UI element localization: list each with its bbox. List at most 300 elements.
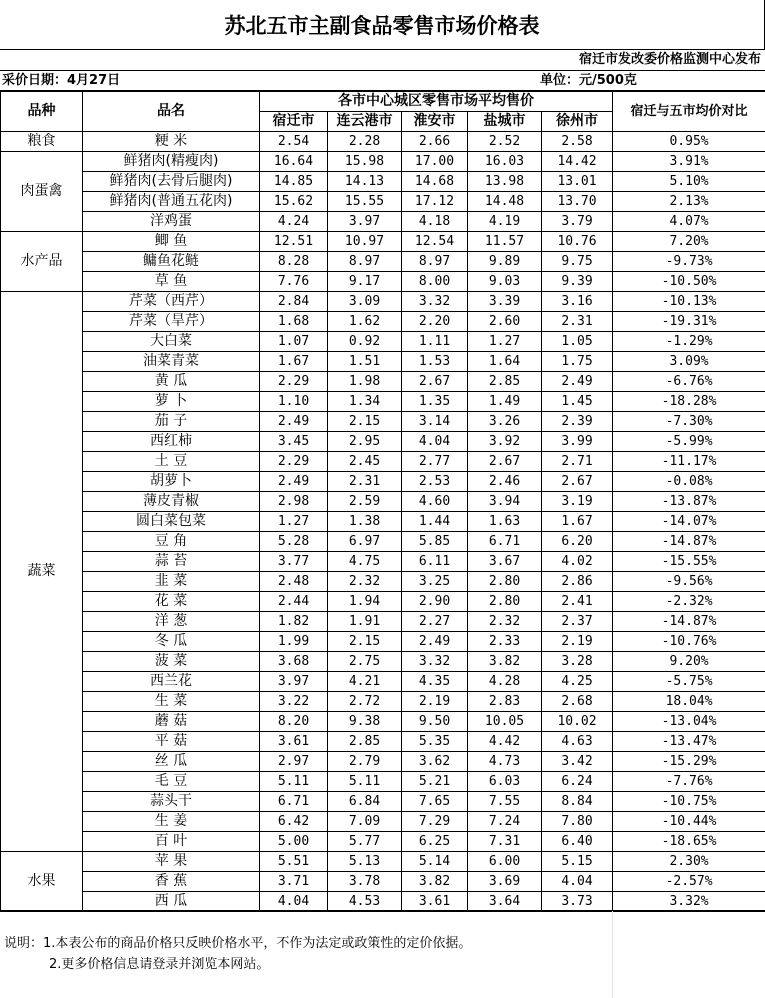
compare-cell: 7.20% (613, 232, 765, 252)
price-cell: 1.44 (402, 512, 468, 532)
table-row (1, 832, 765, 852)
price-cell: 1.49 (468, 392, 542, 412)
compare-cell: -9.73% (613, 252, 765, 272)
item-name-cell: 蒜头干 (83, 792, 260, 812)
price-cell: 2.29 (260, 452, 328, 472)
price-cell: 3.42 (542, 752, 613, 772)
price-cell: 8.20 (260, 712, 328, 732)
price-cell: 3.16 (542, 292, 613, 312)
price-cell: 1.07 (260, 332, 328, 352)
price-cell: 3.45 (260, 432, 328, 452)
item-name-cell: 鲜猪肉(普通五花肉) (83, 192, 260, 212)
price-cell: 5.15 (542, 852, 613, 872)
price-cell: 13.98 (468, 172, 542, 192)
price-cell: 3.77 (260, 552, 328, 572)
faint-grid-line (612, 911, 613, 998)
table-row (1, 212, 765, 232)
table-row (1, 532, 765, 552)
table-row (1, 392, 765, 412)
compare-cell: 2.13% (613, 192, 765, 212)
compare-cell: -13.87% (613, 492, 765, 512)
compare-cell: -13.04% (613, 712, 765, 732)
item-name-cell: 生 姜 (83, 812, 260, 832)
item-name-cell: 大白菜 (83, 332, 260, 352)
price-cell: 7.55 (468, 792, 542, 812)
price-cell: 3.97 (260, 672, 328, 692)
item-name-cell: 薄皮青椒 (83, 492, 260, 512)
price-cell: 2.85 (468, 372, 542, 392)
price-cell: 6.25 (402, 832, 468, 852)
price-cell: 6.11 (402, 552, 468, 572)
price-cell: 1.94 (328, 592, 402, 612)
price-cell: 5.11 (328, 772, 402, 792)
price-cell: 15.55 (328, 192, 402, 212)
price-cell: 10.02 (542, 712, 613, 732)
price-cell: 1.75 (542, 352, 613, 372)
price-cell: 2.31 (328, 472, 402, 492)
item-name-cell: 芹菜（西芹） (83, 292, 260, 312)
price-cell: 6.40 (542, 832, 613, 852)
price-cell: 1.27 (468, 332, 542, 352)
price-cell: 2.20 (402, 312, 468, 332)
table-row (1, 852, 765, 872)
price-cell: 2.66 (402, 132, 468, 152)
price-cell: 6.42 (260, 812, 328, 832)
price-cell: 3.67 (468, 552, 542, 572)
price-cell: 5.00 (260, 832, 328, 852)
price-cell: 0.92 (328, 332, 402, 352)
price-cell: 1.11 (402, 332, 468, 352)
price-cell: 8.97 (402, 252, 468, 272)
compare-cell: -18.65% (613, 832, 765, 852)
item-name-cell: 蘑 菇 (83, 712, 260, 732)
table-row (1, 772, 765, 792)
table-row (1, 472, 765, 492)
price-cell: 3.82 (402, 872, 468, 892)
item-name-cell: 草 鱼 (83, 272, 260, 292)
item-name-cell: 豆 角 (83, 532, 260, 552)
price-cell: 3.39 (468, 292, 542, 312)
compare-cell: -10.75% (613, 792, 765, 812)
price-cell: 9.89 (468, 252, 542, 272)
category-cell: 肉蛋禽 (1, 152, 83, 232)
price-cell: 7.65 (402, 792, 468, 812)
price-cell: 2.52 (468, 132, 542, 152)
price-cell: 6.00 (468, 852, 542, 872)
price-cell: 5.11 (260, 772, 328, 792)
price-cell: 2.48 (260, 572, 328, 592)
price-cell: 2.49 (402, 632, 468, 652)
price-cell: 7.76 (260, 272, 328, 292)
price-cell: 2.59 (328, 492, 402, 512)
price-cell: 2.27 (402, 612, 468, 632)
city-header: 徐州市 (542, 112, 613, 132)
meta-row (0, 71, 765, 91)
price-cell: 2.53 (402, 472, 468, 492)
table-row (1, 292, 765, 312)
compare-cell: 18.04% (613, 692, 765, 712)
price-cell: 7.31 (468, 832, 542, 852)
price-cell: 4.35 (402, 672, 468, 692)
price-cell: 1.68 (260, 312, 328, 332)
table-row (1, 432, 765, 452)
price-cell: 2.79 (328, 752, 402, 772)
price-cell: 3.25 (402, 572, 468, 592)
price-cell: 4.60 (402, 492, 468, 512)
price-cell: 2.60 (468, 312, 542, 332)
table-row (1, 652, 765, 672)
price-cell: 17.00 (402, 152, 468, 172)
collection-date: 采价日期：4月27日 (2, 71, 120, 90)
price-cell: 1.63 (468, 512, 542, 532)
price-cell: 9.39 (542, 272, 613, 292)
item-name-cell: 平 菇 (83, 732, 260, 752)
price-cell: 10.97 (328, 232, 402, 252)
unit-label: 单位：元/500克 (540, 71, 637, 90)
price-cell: 3.79 (542, 212, 613, 232)
item-name-cell: 油菜青菜 (83, 352, 260, 372)
item-name-cell: 菠 菜 (83, 652, 260, 672)
table-row (1, 312, 765, 332)
price-cell: 1.45 (542, 392, 613, 412)
price-cell: 1.64 (468, 352, 542, 372)
price-cell: 2.86 (542, 572, 613, 592)
price-cell: 2.37 (542, 612, 613, 632)
compare-header: 宿迁与五市均价对比 (613, 92, 765, 132)
price-cell: 4.42 (468, 732, 542, 752)
price-cell: 4.75 (328, 552, 402, 572)
table-row (1, 252, 765, 272)
price-cell: 1.38 (328, 512, 402, 532)
price-cell: 5.35 (402, 732, 468, 752)
item-name-cell: 蒜 苔 (83, 552, 260, 572)
price-cell: 6.97 (328, 532, 402, 552)
price-cell: 1.62 (328, 312, 402, 332)
price-cell: 2.28 (328, 132, 402, 152)
price-cell: 2.15 (328, 412, 402, 432)
price-cell: 3.28 (542, 652, 613, 672)
price-cell: 13.70 (542, 192, 613, 212)
table-row (1, 272, 765, 292)
price-cell: 2.83 (468, 692, 542, 712)
price-cell: 6.20 (542, 532, 613, 552)
compare-cell: 4.07% (613, 212, 765, 232)
compare-cell: -6.76% (613, 372, 765, 392)
price-cell: 2.58 (542, 132, 613, 152)
table-row (1, 192, 765, 212)
table-row (1, 512, 765, 532)
price-cell: 12.51 (260, 232, 328, 252)
compare-cell: -10.13% (613, 292, 765, 312)
publisher-line: 宿迁市发改委价格监测中心发布 (0, 50, 765, 71)
price-cell: 2.77 (402, 452, 468, 472)
price-cell: 2.49 (542, 372, 613, 392)
item-name-cell: 萝 卜 (83, 392, 260, 412)
table-row (1, 332, 765, 352)
table-row (1, 732, 765, 752)
item-name-cell: 芹菜（旱芹） (83, 312, 260, 332)
price-cell: 2.19 (542, 632, 613, 652)
price-cell: 7.29 (402, 812, 468, 832)
price-cell: 2.71 (542, 452, 613, 472)
price-cell: 2.54 (260, 132, 328, 152)
price-cell: 3.78 (328, 872, 402, 892)
item-name-cell: 土 豆 (83, 452, 260, 472)
price-cell: 3.97 (328, 212, 402, 232)
price-cell: 1.51 (328, 352, 402, 372)
item-name-cell: 鲜猪肉(去骨后腿肉) (83, 172, 260, 192)
price-cell: 2.39 (542, 412, 613, 432)
price-cell: 14.42 (542, 152, 613, 172)
item-name-cell: 丝 瓜 (83, 752, 260, 772)
compare-cell: -10.44% (613, 812, 765, 832)
price-cell: 6.71 (468, 532, 542, 552)
price-cell: 14.85 (260, 172, 328, 192)
price-cell: 1.10 (260, 392, 328, 412)
price-cell: 2.33 (468, 632, 542, 652)
price-cell: 2.45 (328, 452, 402, 472)
price-cell: 3.14 (402, 412, 468, 432)
price-cell: 7.24 (468, 812, 542, 832)
price-cell: 3.69 (468, 872, 542, 892)
price-cell: 1.05 (542, 332, 613, 352)
price-cell: 9.17 (328, 272, 402, 292)
price-cell: 14.48 (468, 192, 542, 212)
price-cell: 15.62 (260, 192, 328, 212)
price-cell: 3.99 (542, 432, 613, 452)
price-cell: 4.04 (542, 872, 613, 892)
price-cell: 15.98 (328, 152, 402, 172)
table-row (1, 812, 765, 832)
price-cell: 3.32 (402, 652, 468, 672)
price-cell: 10.76 (542, 232, 613, 252)
compare-cell: -5.75% (613, 672, 765, 692)
price-cell: 5.21 (402, 772, 468, 792)
category-header: 品种 (1, 92, 83, 132)
city-header: 盐城市 (468, 112, 542, 132)
price-cell: 4.28 (468, 672, 542, 692)
price-cell: 12.54 (402, 232, 468, 252)
item-name-cell: 粳 米 (83, 132, 260, 152)
table-row (1, 492, 765, 512)
item-name-cell: 茄 子 (83, 412, 260, 432)
price-cell: 4.25 (542, 672, 613, 692)
price-cell: 9.38 (328, 712, 402, 732)
compare-cell: -14.87% (613, 612, 765, 632)
price-cell: 4.04 (260, 892, 328, 912)
category-cell: 蔬菜 (1, 292, 83, 852)
compare-cell: -0.08% (613, 472, 765, 492)
item-name-cell: 花 菜 (83, 592, 260, 612)
price-table (0, 91, 765, 912)
table-body (1, 132, 765, 912)
price-cell: 5.13 (328, 852, 402, 872)
compare-cell: -7.30% (613, 412, 765, 432)
price-cell: 8.84 (542, 792, 613, 812)
price-cell: 3.32 (402, 292, 468, 312)
item-name-cell: 香 蕉 (83, 872, 260, 892)
table-row (1, 132, 765, 152)
compare-cell: 0.95% (613, 132, 765, 152)
table-row (1, 352, 765, 372)
compare-cell: 3.32% (613, 892, 765, 912)
compare-cell: 5.10% (613, 172, 765, 192)
compare-cell: -11.17% (613, 452, 765, 472)
item-name-cell: 生 菜 (83, 692, 260, 712)
price-cell: 2.31 (542, 312, 613, 332)
price-cell: 4.53 (328, 892, 402, 912)
compare-cell: -2.57% (613, 872, 765, 892)
table-row (1, 612, 765, 632)
table-row (1, 572, 765, 592)
price-cell: 3.61 (260, 732, 328, 752)
price-cell: 14.13 (328, 172, 402, 192)
city-header: 宿迁市 (260, 112, 328, 132)
price-cell: 3.19 (542, 492, 613, 512)
price-cell: 14.68 (402, 172, 468, 192)
compare-cell: -9.56% (613, 572, 765, 592)
page-title: 苏北五市主副食品零售市场价格表 (0, 0, 765, 50)
item-name-cell: 冬 瓜 (83, 632, 260, 652)
price-cell: 4.02 (542, 552, 613, 572)
table-row (1, 632, 765, 652)
price-cell: 13.01 (542, 172, 613, 192)
price-cell: 2.67 (468, 452, 542, 472)
price-cell: 8.00 (402, 272, 468, 292)
compare-cell: -1.29% (613, 332, 765, 352)
price-cell: 2.15 (328, 632, 402, 652)
price-cell: 2.90 (402, 592, 468, 612)
price-cell: 2.84 (260, 292, 328, 312)
price-cell: 3.26 (468, 412, 542, 432)
price-cell: 3.73 (542, 892, 613, 912)
item-name-cell: 西兰花 (83, 672, 260, 692)
table-row (1, 152, 765, 172)
price-cell: 6.84 (328, 792, 402, 812)
compare-cell: -13.47% (613, 732, 765, 752)
item-name-cell: 鳙鱼花鲢 (83, 252, 260, 272)
price-cell: 4.19 (468, 212, 542, 232)
table-row (1, 672, 765, 692)
price-cell: 9.03 (468, 272, 542, 292)
table-row (1, 692, 765, 712)
price-cell: 7.09 (328, 812, 402, 832)
price-cell: 2.85 (328, 732, 402, 752)
price-cell: 2.49 (260, 472, 328, 492)
table-row (1, 232, 765, 252)
table-row (1, 752, 765, 772)
price-cell: 1.67 (542, 512, 613, 532)
name-header: 品名 (83, 92, 260, 132)
compare-cell: 9.20% (613, 652, 765, 672)
item-name-cell: 洋鸡蛋 (83, 212, 260, 232)
price-cell: 1.35 (402, 392, 468, 412)
table-row (1, 412, 765, 432)
city-header: 淮安市 (402, 112, 468, 132)
note-line: 2.更多价格信息请登录并浏览本网站。 (49, 954, 269, 975)
item-name-cell: 韭 菜 (83, 572, 260, 592)
price-cell: 3.09 (328, 292, 402, 312)
price-cell: 16.03 (468, 152, 542, 172)
price-cell: 1.98 (328, 372, 402, 392)
price-cell: 2.98 (260, 492, 328, 512)
table-row (1, 372, 765, 392)
item-name-cell: 西红柿 (83, 432, 260, 452)
price-cell: 5.14 (402, 852, 468, 872)
price-cell: 16.64 (260, 152, 328, 172)
price-cell: 2.80 (468, 572, 542, 592)
price-cell: 3.68 (260, 652, 328, 672)
price-cell: 2.29 (260, 372, 328, 392)
price-cell: 2.41 (542, 592, 613, 612)
price-cell: 3.22 (260, 692, 328, 712)
price-cell: 3.82 (468, 652, 542, 672)
compare-cell: 3.91% (613, 152, 765, 172)
compare-cell: -14.07% (613, 512, 765, 532)
price-cell: 5.77 (328, 832, 402, 852)
price-cell: 2.46 (468, 472, 542, 492)
compare-cell: -7.76% (613, 772, 765, 792)
note-line: 说明：1.本表公布的商品价格只反映价格水平，不作为法定或政策性的定价依据。 (4, 933, 471, 954)
price-cell: 3.92 (468, 432, 542, 452)
compare-cell: -10.50% (613, 272, 765, 292)
item-name-cell: 胡萝卜 (83, 472, 260, 492)
price-cell: 2.80 (468, 592, 542, 612)
price-cell: 2.75 (328, 652, 402, 672)
price-cell: 2.67 (542, 472, 613, 492)
price-cell: 1.53 (402, 352, 468, 372)
price-cell: 4.04 (402, 432, 468, 452)
compare-cell: 3.09% (613, 352, 765, 372)
item-name-cell: 圆白菜包菜 (83, 512, 260, 532)
table-row (1, 712, 765, 732)
table-row (1, 792, 765, 812)
price-cell: 5.85 (402, 532, 468, 552)
item-name-cell: 鲫 鱼 (83, 232, 260, 252)
price-cell: 1.91 (328, 612, 402, 632)
compare-cell: 2.30% (613, 852, 765, 872)
price-cell: 2.97 (260, 752, 328, 772)
price-cell: 5.51 (260, 852, 328, 872)
notes-section (0, 910, 765, 997)
price-cell: 4.21 (328, 672, 402, 692)
price-cell: 1.82 (260, 612, 328, 632)
price-cell: 5.28 (260, 532, 328, 552)
price-cell: 3.64 (468, 892, 542, 912)
item-name-cell: 西 瓜 (83, 892, 260, 912)
category-cell: 水果 (1, 852, 83, 912)
price-cell: 4.73 (468, 752, 542, 772)
compare-cell: -15.29% (613, 752, 765, 772)
price-cell: 3.62 (402, 752, 468, 772)
price-cell: 3.71 (260, 872, 328, 892)
price-cell: 2.44 (260, 592, 328, 612)
price-cell: 3.61 (402, 892, 468, 912)
price-cell: 1.99 (260, 632, 328, 652)
compare-cell: -5.99% (613, 432, 765, 452)
header-row-top (1, 92, 765, 112)
price-cell: 7.80 (542, 812, 613, 832)
price-cell: 4.63 (542, 732, 613, 752)
item-name-cell: 洋 葱 (83, 612, 260, 632)
price-cell: 6.03 (468, 772, 542, 792)
table-row (1, 452, 765, 472)
price-cell: 2.32 (328, 572, 402, 592)
price-cell: 9.75 (542, 252, 613, 272)
price-cell: 2.49 (260, 412, 328, 432)
item-name-cell: 毛 豆 (83, 772, 260, 792)
price-cell: 6.71 (260, 792, 328, 812)
